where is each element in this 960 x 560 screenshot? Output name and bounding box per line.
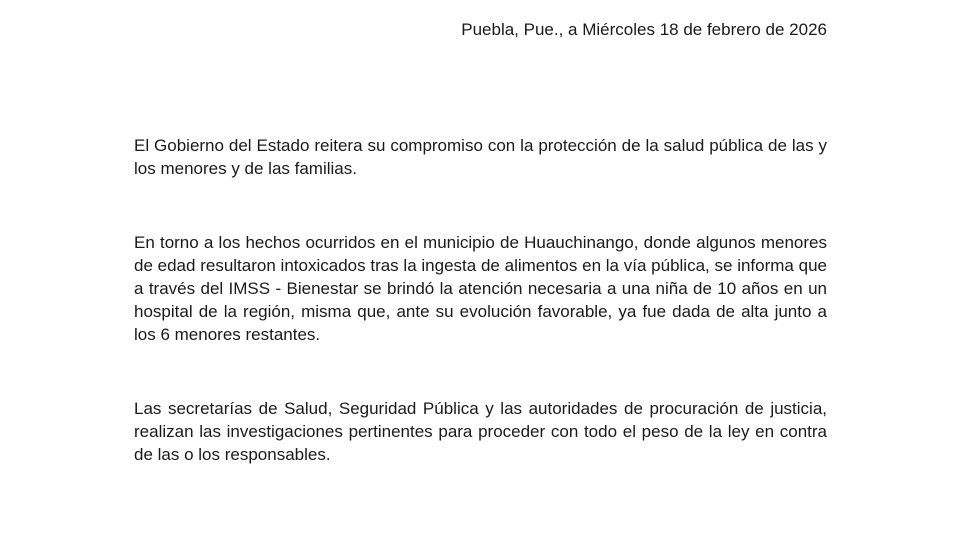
paragraph-commitment: El Gobierno del Estado reitera su compromiso con la protección de la salud pública de las y los menores y de las familias. [134, 136, 827, 178]
date-line: Puebla, Pue., a Miércoles 18 de febrero de 2026 [461, 20, 827, 39]
paragraph-investigation: Las secretarías de Salud, Seguridad Pública y las autoridades de procuración de justicia, realizan las investigaciones pertinentes para proceder con todo el peso de la ley en contra de las o los responsables. [134, 399, 827, 464]
paragraph-incident: En torno a los hechos ocurridos en el municipio de Huauchinango, donde algunos menores de edad resultaron intoxicados tras la ingesta de alimentos en la vía pública, se informa que a través del IMSS - Bienestar se brindó la atención necesaria a una niña de 10 años en un hospital de la región, misma que, ante su evolución favorable, ya fue dada de alta junto a los 6 menores restantes. [134, 233, 827, 344]
